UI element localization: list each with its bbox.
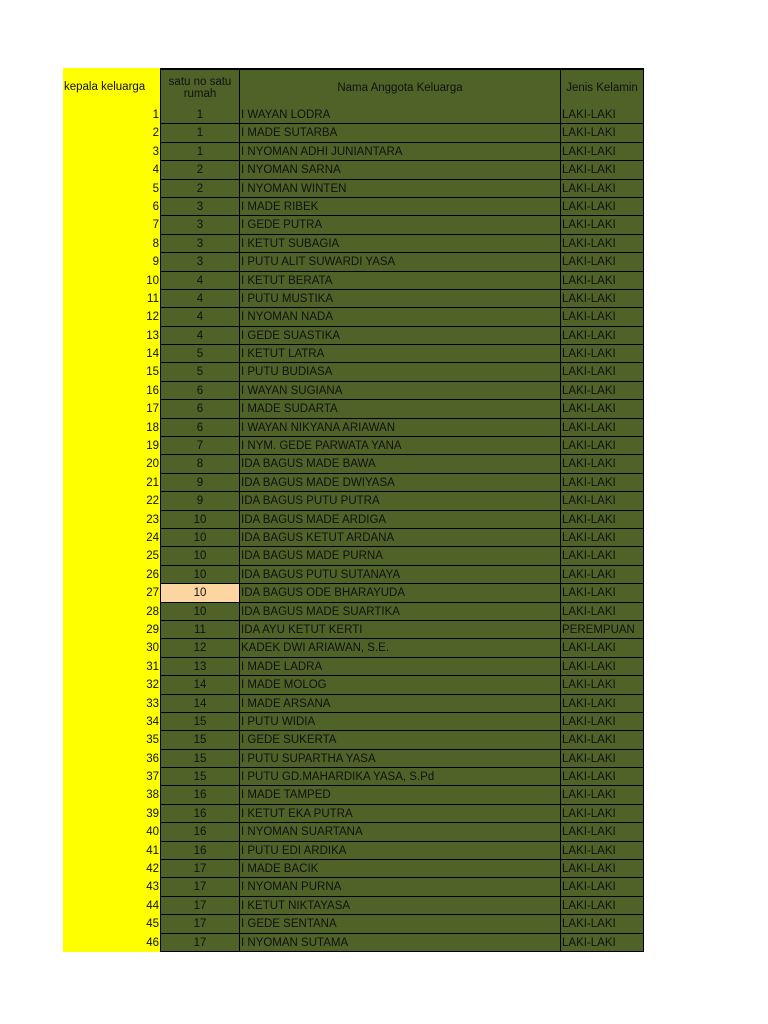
member-name-cell[interactable]: I GEDE SENTANA [239,915,560,933]
gender-cell[interactable]: LAKI-LAKI [560,437,644,455]
table-row [63,584,644,602]
member-name-cell[interactable]: IDA BAGUS KETUT ARDANA [239,529,560,547]
table-row [63,713,644,731]
row-number-cell[interactable]: 40 [63,823,160,841]
member-name-cell[interactable]: IDA BAGUS MADE SUARTIKA [239,603,560,621]
gender-cell[interactable]: LAKI-LAKI [560,161,644,179]
member-name-cell[interactable]: I MADE SUDARTA [239,400,560,418]
member-name-cell[interactable]: IDA BAGUS PUTU SUTANAYA [239,566,560,584]
table-row [63,419,644,437]
member-name-cell[interactable]: I GEDE SUKERTA [239,731,560,749]
row-number-cell[interactable]: 44 [63,897,160,915]
house-number-cell[interactable]: 10 [160,547,239,565]
gender-cell[interactable]: LAKI-LAKI [560,455,644,473]
row-number-cell[interactable]: 35 [63,731,160,749]
row-number-cell[interactable]: 36 [63,750,160,768]
table-body [63,106,644,952]
gender-cell[interactable]: LAKI-LAKI [560,584,644,602]
table-row [63,272,644,290]
table-row [63,437,644,455]
member-name-cell[interactable]: I PUTU GD.MAHARDIKA YASA, S.Pd [239,768,560,786]
gender-cell[interactable]: LAKI-LAKI [560,786,644,804]
gender-cell[interactable]: LAKI-LAKI [560,419,644,437]
member-name-cell[interactable]: I WAYAN LODRA [239,106,560,124]
gender-cell[interactable]: LAKI-LAKI [560,547,644,565]
row-number-cell[interactable]: 9 [63,253,160,271]
house-number-cell[interactable]: 2 [160,161,239,179]
member-name-cell[interactable]: I KETUT BERATA [239,272,560,290]
house-number-cell[interactable]: 6 [160,400,239,418]
house-number-cell[interactable]: 14 [160,676,239,694]
row-number-cell[interactable]: 21 [63,474,160,492]
gender-cell[interactable]: LAKI-LAKI [560,511,644,529]
gender-cell[interactable]: LAKI-LAKI [560,363,644,381]
member-name-cell[interactable]: IDA BAGUS PUTU PUTRA [239,492,560,510]
gender-cell[interactable]: LAKI-LAKI [560,492,644,510]
row-number-cell[interactable]: 15 [63,363,160,381]
house-number-cell[interactable]: 10 [160,529,239,547]
table-row [63,547,644,565]
row-number-cell[interactable]: 2 [63,124,160,142]
house-number-cell[interactable]: 15 [160,731,239,749]
table-row [63,106,644,124]
house-number-cell[interactable]: 1 [160,106,239,124]
member-name-cell[interactable]: I MADE SUTARBA [239,124,560,142]
row-number-cell[interactable]: 17 [63,400,160,418]
table-row [63,124,644,142]
house-number-cell[interactable]: 4 [160,327,239,345]
house-number-cell[interactable]: 4 [160,308,239,326]
row-number-cell[interactable]: 11 [63,290,160,308]
table-row [63,235,644,253]
table-row [63,621,644,639]
gender-cell[interactable]: LAKI-LAKI [560,860,644,878]
house-number-cell[interactable]: 1 [160,143,239,161]
table-row [63,566,644,584]
row-number-cell[interactable]: 5 [63,180,160,198]
table-row [63,308,644,326]
house-number-cell[interactable]: 3 [160,235,239,253]
house-number-cell[interactable]: 15 [160,713,239,731]
table-row [63,474,644,492]
row-number-cell[interactable]: 38 [63,786,160,804]
member-name-cell[interactable]: I NYOMAN SUTAMA [239,934,560,952]
table-row [63,382,644,400]
gender-cell[interactable]: LAKI-LAKI [560,180,644,198]
table-row [63,750,644,768]
row-number-cell[interactable]: 4 [63,161,160,179]
member-name-cell[interactable]: I NYOMAN ADHI JUNIANTARA [239,143,560,161]
member-name-cell[interactable]: I MADE ARSANA [239,695,560,713]
header-jenis-kelamin[interactable]: Jenis Kelamin [560,68,644,106]
table-row [63,400,644,418]
house-number-cell[interactable]: 11 [160,621,239,639]
house-number-cell[interactable]: 15 [160,768,239,786]
member-name-cell[interactable]: I PUTU WIDIA [239,713,560,731]
member-name-cell[interactable]: IDA AYU KETUT KERTI [239,621,560,639]
table-row [63,161,644,179]
row-number-cell[interactable]: 25 [63,547,160,565]
gender-cell[interactable]: LAKI-LAKI [560,768,644,786]
table-row [63,786,644,804]
row-number-cell[interactable]: 18 [63,419,160,437]
member-name-cell[interactable]: I MADE BACIK [239,860,560,878]
row-number-cell[interactable]: 22 [63,492,160,510]
house-number-cell[interactable]: 17 [160,915,239,933]
row-number-cell[interactable]: 33 [63,695,160,713]
house-number-cell[interactable]: 8 [160,455,239,473]
row-number-cell[interactable]: 10 [63,272,160,290]
house-number-cell[interactable]: 3 [160,253,239,271]
gender-cell[interactable]: LAKI-LAKI [560,805,644,823]
house-number-cell[interactable]: 17 [160,860,239,878]
member-name-cell[interactable]: I PUTU BUDIASA [239,363,560,381]
table-row [63,290,644,308]
house-number-cell[interactable]: 2 [160,180,239,198]
house-number-cell[interactable]: 10 [160,566,239,584]
gender-cell[interactable]: LAKI-LAKI [560,235,644,253]
row-number-cell[interactable]: 3 [63,143,160,161]
gender-cell[interactable]: LAKI-LAKI [560,934,644,952]
row-number-cell[interactable]: 32 [63,676,160,694]
table-row [63,455,644,473]
gender-cell[interactable]: LAKI-LAKI [560,124,644,142]
house-number-cell[interactable]: 5 [160,345,239,363]
member-name-cell[interactable]: I NYOMAN SUARTANA [239,823,560,841]
table-row [63,823,644,841]
member-name-cell[interactable]: I NYOMAN WINTEN [239,180,560,198]
house-number-cell[interactable]: 17 [160,934,239,952]
row-number-cell[interactable]: 23 [63,511,160,529]
gender-cell[interactable]: LAKI-LAKI [560,897,644,915]
row-number-cell[interactable]: 31 [63,658,160,676]
row-number-cell[interactable]: 43 [63,878,160,896]
row-number-cell[interactable]: 8 [63,235,160,253]
house-number-cell[interactable]: 15 [160,750,239,768]
table-row [63,878,644,896]
row-number-cell[interactable]: 7 [63,216,160,234]
table-row [63,327,644,345]
member-name-cell[interactable]: I NYM. GEDE PARWATA YANA [239,437,560,455]
row-number-cell[interactable]: 13 [63,327,160,345]
gender-cell[interactable]: LAKI-LAKI [560,915,644,933]
table-row [63,842,644,860]
house-number-cell[interactable]: 17 [160,878,239,896]
gender-cell[interactable]: LAKI-LAKI [560,272,644,290]
gender-cell[interactable]: LAKI-LAKI [560,529,644,547]
row-number-cell[interactable]: 45 [63,915,160,933]
gender-cell[interactable]: LAKI-LAKI [560,345,644,363]
gender-cell[interactable]: LAKI-LAKI [560,253,644,271]
table-row [63,731,644,749]
house-number-cell[interactable]: 7 [160,437,239,455]
member-name-cell[interactable]: I PUTU EDI ARDIKA [239,842,560,860]
gender-cell[interactable]: LAKI-LAKI [560,474,644,492]
table-row [63,860,644,878]
house-number-cell[interactable]: 9 [160,474,239,492]
table-row [63,216,644,234]
row-number-cell[interactable]: 29 [63,621,160,639]
row-number-cell[interactable]: 39 [63,805,160,823]
row-number-cell[interactable]: 14 [63,345,160,363]
house-number-cell[interactable]: 16 [160,823,239,841]
table-row [63,198,644,216]
gender-cell[interactable]: LAKI-LAKI [560,327,644,345]
member-name-cell[interactable]: I MADE RIBEK [239,198,560,216]
member-name-cell[interactable]: IDA BAGUS ODE BHARAYUDA [239,584,560,602]
member-name-cell[interactable]: I MADE MOLOG [239,676,560,694]
row-number-cell[interactable]: 37 [63,768,160,786]
row-number-cell[interactable]: 28 [63,603,160,621]
row-number-cell[interactable]: 46 [63,934,160,952]
table-row [63,492,644,510]
header-satu-no-satu-rumah[interactable]: satu no satu rumah [160,68,239,106]
member-name-cell[interactable]: I NYOMAN SARNA [239,161,560,179]
member-name-cell[interactable]: IDA BAGUS MADE DWIYASA [239,474,560,492]
table-row [63,805,644,823]
gender-cell[interactable]: LAKI-LAKI [560,603,644,621]
gender-cell[interactable]: LAKI-LAKI [560,308,644,326]
house-number-cell[interactable]: 3 [160,216,239,234]
gender-cell[interactable]: LAKI-LAKI [560,216,644,234]
table-row [63,897,644,915]
house-number-cell[interactable]: 16 [160,842,239,860]
member-name-cell[interactable]: I GEDE PUTRA [239,216,560,234]
table-row [63,603,644,621]
gender-cell[interactable]: LAKI-LAKI [560,676,644,694]
row-number-cell[interactable]: 6 [63,198,160,216]
row-number-cell[interactable]: 24 [63,529,160,547]
gender-cell[interactable]: LAKI-LAKI [560,878,644,896]
member-name-cell[interactable]: I KETUT EKA PUTRA [239,805,560,823]
member-name-cell[interactable]: KADEK DWI ARIAWAN, S.E. [239,639,560,657]
house-number-cell[interactable]: 10 [160,511,239,529]
member-name-cell[interactable]: I GEDE SUASTIKA [239,327,560,345]
house-number-cell[interactable]: 16 [160,805,239,823]
row-number-cell[interactable]: 26 [63,566,160,584]
table-row [63,143,644,161]
table-row [63,345,644,363]
header-kepala-keluarga[interactable]: kepala keluarga [63,68,160,106]
house-number-cell[interactable]: 16 [160,786,239,804]
house-number-cell[interactable]: 1 [160,124,239,142]
gender-cell[interactable]: LAKI-LAKI [560,639,644,657]
member-name-cell[interactable]: I PUTU MUSTIKA [239,290,560,308]
gender-cell[interactable]: LAKI-LAKI [560,695,644,713]
member-name-cell[interactable]: I NYOMAN NADA [239,308,560,326]
house-number-cell[interactable]: 10 [160,584,239,602]
member-name-cell[interactable]: I MADE TAMPED [239,786,560,804]
member-name-cell[interactable]: I NYOMAN PURNA [239,878,560,896]
gender-cell[interactable]: LAKI-LAKI [560,143,644,161]
member-name-cell[interactable]: I MADE LADRA [239,658,560,676]
gender-cell[interactable]: LAKI-LAKI [560,382,644,400]
member-name-cell[interactable]: I WAYAN NIKYANA ARIAWAN [239,419,560,437]
house-number-cell[interactable]: 13 [160,658,239,676]
row-number-cell[interactable]: 20 [63,455,160,473]
gender-cell[interactable]: LAKI-LAKI [560,731,644,749]
row-number-cell[interactable]: 12 [63,308,160,326]
table-row [63,529,644,547]
gender-cell[interactable]: LAKI-LAKI [560,198,644,216]
house-number-cell[interactable]: 6 [160,382,239,400]
table-row [63,695,644,713]
house-number-cell[interactable]: 9 [160,492,239,510]
row-number-cell[interactable]: 42 [63,860,160,878]
member-name-cell[interactable]: I KETUT LATRA [239,345,560,363]
gender-cell[interactable]: LAKI-LAKI [560,566,644,584]
row-number-cell[interactable]: 41 [63,842,160,860]
table-row [63,934,644,952]
gender-cell[interactable]: LAKI-LAKI [560,400,644,418]
table-row [63,639,644,657]
row-number-cell[interactable]: 19 [63,437,160,455]
row-number-cell[interactable]: 30 [63,639,160,657]
member-name-cell[interactable]: I WAYAN SUGIANA [239,382,560,400]
member-name-cell[interactable]: I PUTU SUPARTHA YASA [239,750,560,768]
house-number-cell[interactable]: 17 [160,897,239,915]
house-number-cell[interactable]: 6 [160,419,239,437]
gender-cell[interactable]: LAKI-LAKI [560,750,644,768]
member-name-cell[interactable]: IDA BAGUS MADE PURNA [239,547,560,565]
table-row [63,511,644,529]
table-row [63,363,644,381]
row-number-cell[interactable]: 34 [63,713,160,731]
table-row [63,676,644,694]
header-nama-anggota-keluarga[interactable]: Nama Anggota Keluarga [239,68,560,106]
table-row [63,253,644,271]
member-name-cell[interactable]: I KETUT SUBAGIA [239,235,560,253]
gender-cell[interactable]: LAKI-LAKI [560,823,644,841]
table-row [63,915,644,933]
table-row [63,658,644,676]
member-name-cell[interactable]: I PUTU ALIT SUWARDI YASA [239,253,560,271]
gender-cell[interactable]: LAKI-LAKI [560,713,644,731]
house-number-cell[interactable]: 4 [160,272,239,290]
row-number-cell[interactable]: 1 [63,106,160,124]
member-name-cell[interactable]: IDA BAGUS MADE ARDIGA [239,511,560,529]
gender-cell[interactable]: LAKI-LAKI [560,106,644,124]
row-number-cell[interactable]: 27 [63,584,160,602]
house-number-cell[interactable]: 4 [160,290,239,308]
house-number-cell[interactable]: 14 [160,695,239,713]
row-number-cell[interactable]: 16 [63,382,160,400]
gender-cell[interactable]: LAKI-LAKI [560,842,644,860]
house-number-cell[interactable]: 3 [160,198,239,216]
gender-cell[interactable]: LAKI-LAKI [560,658,644,676]
gender-cell[interactable]: PEREMPUAN [560,621,644,639]
table-row [63,768,644,786]
house-number-cell[interactable]: 5 [160,363,239,381]
member-name-cell[interactable]: I KETUT NIKTAYASA [239,897,560,915]
table-row [63,180,644,198]
house-number-cell[interactable]: 12 [160,639,239,657]
gender-cell[interactable]: LAKI-LAKI [560,290,644,308]
member-name-cell[interactable]: IDA BAGUS MADE BAWA [239,455,560,473]
house-number-cell[interactable]: 10 [160,603,239,621]
